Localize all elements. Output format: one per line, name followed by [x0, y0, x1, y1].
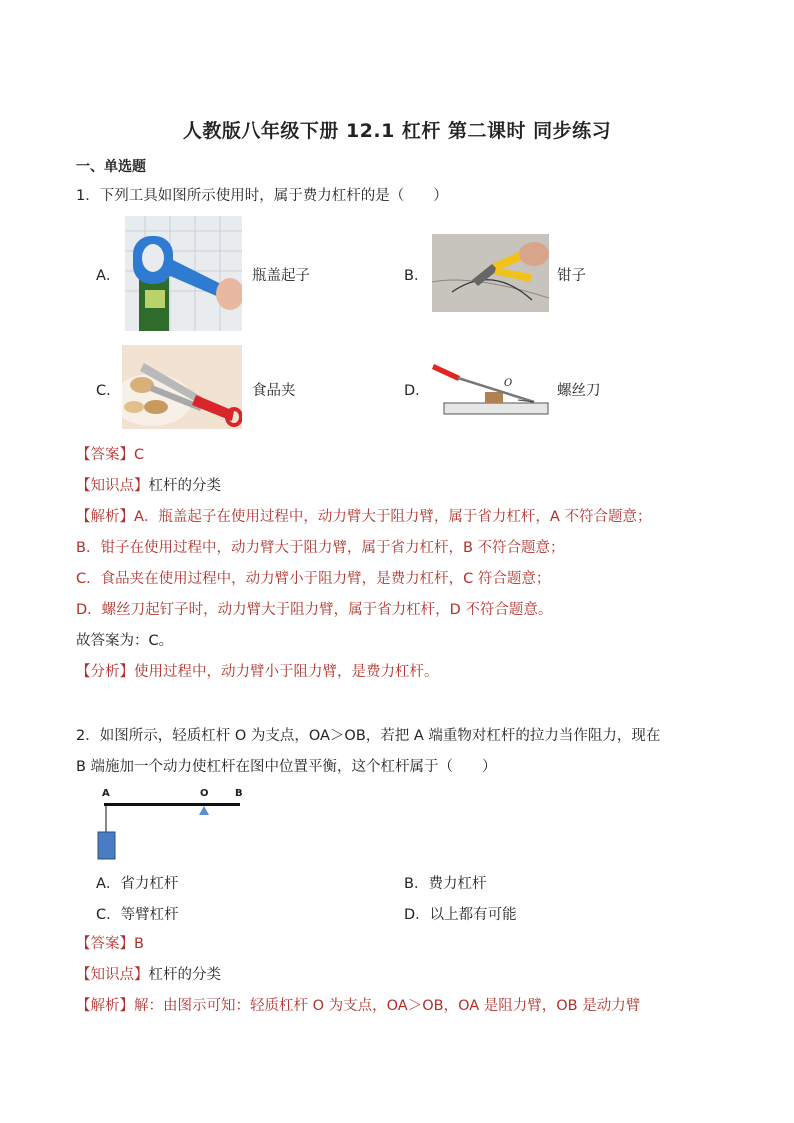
q1-option-c-label: C．	[96, 383, 121, 399]
fenxi-tag: 【分析】	[76, 664, 134, 680]
q1-option-b-name: 钳子	[557, 268, 586, 284]
q2-option-c-text: 等臂杠杆	[120, 907, 179, 923]
q2-option-d-label: D．	[404, 907, 430, 923]
q1-option-d-name: 螺丝刀	[557, 383, 601, 399]
knowledge-value: 杠杆的分类	[148, 967, 221, 983]
bottle-opener-image	[125, 216, 242, 331]
lever-point-o: O	[200, 788, 209, 799]
answer-tag: 【答案】	[76, 447, 134, 463]
q1-stem: 1．下列工具如图所示使用时，属于费力杠杆的是（ ）	[76, 188, 448, 204]
q2-option-b	[404, 872, 486, 893]
analysis-tag: 【解析】	[76, 509, 134, 525]
q2-option-a-text: 省力杠杆	[120, 876, 179, 892]
q1-fenxi	[76, 662, 439, 682]
q1-knowledge	[76, 476, 221, 496]
lever-point-a: A	[102, 788, 110, 799]
food-tongs-image	[122, 345, 242, 429]
analysis-text: 解：由图示可知：轻质杠杆 O 为支点，OA＞OB，OA 是阻力臂，OB 是动力臂	[134, 998, 641, 1014]
q2-stem-line-2: B 端施加一个动力使杠杆在图中位置平衡，这个杠杆属于（ ）	[76, 759, 497, 775]
lever-diagram	[90, 784, 250, 864]
q2-option-c	[96, 903, 179, 924]
q2-option-b-text: 费力杠杆	[428, 876, 487, 892]
section-heading: 一、单选题	[76, 159, 146, 175]
knowledge-tag: 【知识点】	[76, 967, 149, 983]
q1-analysis-line-4: D．螺丝刀起钉子时，动力臂大于阻力臂，属于省力杠杆，D 不符合题意。	[76, 602, 553, 618]
q1-analysis-line-3: C．食品夹在使用过程中，动力臂小于阻力臂，是费力杠杆，C 符合题意；	[76, 571, 551, 587]
pivot-label-o: O	[504, 378, 513, 389]
fenxi-text: 使用过程中，动力臂小于阻力臂，是费力杠杆。	[134, 664, 439, 680]
answer-tag: 【答案】	[76, 936, 134, 952]
q1-option-a-label: A．	[96, 268, 121, 284]
answer-value: C	[134, 447, 145, 463]
q2-option-b-label: B．	[404, 876, 429, 892]
q1-option-a-name: 瓶盖起子	[252, 268, 310, 284]
q1-conclusion: 故答案为：C。	[76, 633, 174, 649]
q1-option-c-name: 食品夹	[252, 383, 296, 399]
page-title: 人教版八年级下册 12.1 杠杆 第二课时 同步练习	[182, 120, 612, 142]
q2-option-c-label: C．	[96, 907, 121, 923]
q2-stem-line-1: 2．如图所示，轻质杠杆 O 为支点，OA＞OB，若把 A 端重物对杠杆的拉力当作阻力，现在	[76, 728, 661, 744]
q2-answer	[76, 934, 144, 954]
answer-value: B	[134, 936, 144, 952]
q1-option-d-label: D．	[404, 383, 430, 399]
q1-analysis-line-2: B．钳子在使用过程中，动力臂大于阻力臂，属于省力杠杆，B 不符合题意；	[76, 540, 565, 556]
q2-analysis	[76, 996, 640, 1016]
q1-option-b-label: B．	[404, 268, 429, 284]
q2-option-a	[96, 872, 178, 893]
q1-answer	[76, 445, 144, 465]
lever-point-b: B	[235, 788, 243, 799]
pliers-image	[432, 234, 549, 312]
q2-option-a-label: A．	[96, 876, 121, 892]
q1-analysis-line-1	[76, 507, 651, 527]
screwdriver-diagram	[430, 352, 554, 418]
q2-option-d	[404, 903, 517, 924]
q2-option-d-text: 以上都有可能	[429, 907, 517, 923]
q2-knowledge	[76, 965, 221, 985]
knowledge-value: 杠杆的分类	[148, 478, 221, 494]
knowledge-tag: 【知识点】	[76, 478, 149, 494]
analysis-text: A．瓶盖起子在使用过程中，动力臂大于阻力臂，属于省力杠杆，A 不符合题意；	[134, 509, 652, 525]
analysis-tag: 【解析】	[76, 998, 134, 1014]
